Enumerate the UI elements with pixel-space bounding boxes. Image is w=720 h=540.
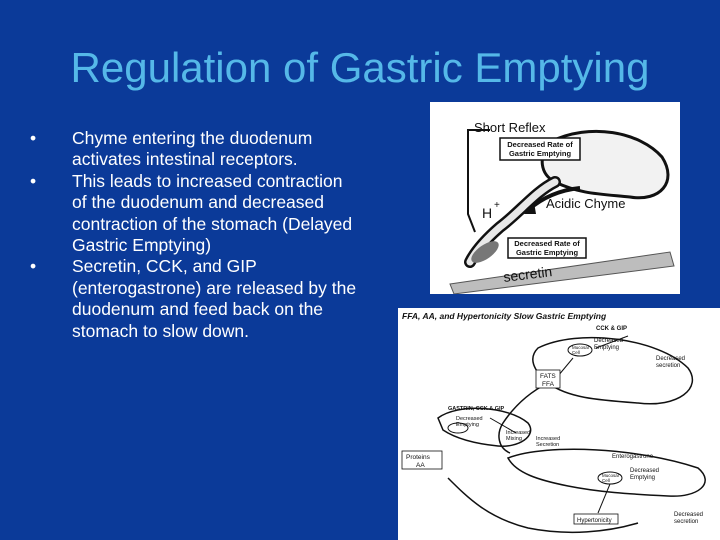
decreased-secretion-2a: Decreased (674, 512, 704, 518)
fats-label: FATS (540, 373, 556, 380)
box-bottom-line1: Decreased Rate of (514, 239, 580, 248)
decreased-secretion-2b: secretion (674, 519, 699, 525)
decreased-emptying-1b: Emptying (594, 345, 620, 351)
increased-mixing-b: Mixing (506, 436, 522, 442)
increased-secretion-b: Secretion (536, 442, 560, 448)
mucosal-cell-label-2a: Mucosal (602, 473, 619, 478)
decreased-emptying-2b: Emptying (456, 422, 479, 428)
increased-secretion-a: Increased (536, 436, 561, 442)
gastric-emptying-diagram (398, 308, 720, 540)
increased-mixing-a: Increased (506, 430, 531, 436)
bullet-item: • Chyme entering the duodenum activates intestinal receptors. (28, 128, 358, 171)
hypertonicity-label: Hypertonicity (577, 518, 612, 524)
aa-label: AA (416, 462, 425, 469)
bullet-list (28, 128, 358, 342)
box-top-line2: Gastric Emptying (508, 149, 572, 158)
box-top-line1: Decreased Rate of (507, 140, 573, 149)
decreased-secretion-1a: Decreased (656, 356, 686, 362)
h-ion-label: H (482, 205, 493, 221)
short-reflex-label: Short Reflex (474, 120, 546, 135)
mucosal-cell-label-1a: Mucosal (572, 345, 589, 350)
decreased-emptying-1a: Decreased (594, 338, 624, 344)
bullet-item: • Secretin, CCK, and GIP (enterogastrone) are released by the duodenum and feed back on the stomach to slow down. (28, 256, 358, 342)
box-bottom-line2: Gastric Emptying (515, 248, 579, 257)
secretin-label: secretin (502, 263, 554, 285)
gastrin-cck-gip-label: GASTRIN, CCK & GIP (448, 406, 505, 412)
short-reflex-diagram (430, 102, 680, 294)
decreased-secretion-1b: secretion (656, 363, 681, 369)
decreased-emptying-3a: Decreased (630, 468, 660, 474)
acidic-chyme-label: Acidic Chyme (546, 196, 626, 211)
mucosal-cell-label-2b: Cell (602, 478, 610, 483)
cck-gip-label: CCK & GIP (596, 326, 628, 332)
slide-title: Regulation of Gastric Emptying (70, 44, 650, 91)
decreased-emptying-3b: Emptying (630, 475, 656, 481)
enterogastrone-label: Enterogastrone (612, 454, 654, 460)
proteins-label: Proteins (406, 454, 430, 461)
gastric-emptying-drawing (398, 308, 720, 540)
decreased-emptying-2a: Decreased (456, 416, 483, 422)
h-plus-label: + (494, 200, 500, 211)
short-reflex-drawing (430, 102, 680, 294)
figure2-heading: FFA, AA, and Hypertonicity Slow Gastric Emptying (402, 311, 607, 321)
bullet-item: • This leads to increased contraction of the duodenum and decreased contraction of the stomach (Delayed Gastric Emptying) (28, 171, 358, 257)
ffa-label: FFA (542, 381, 554, 388)
arrow-4 (598, 484, 610, 513)
mucosal-cell-label-1b: Cell (572, 350, 580, 355)
